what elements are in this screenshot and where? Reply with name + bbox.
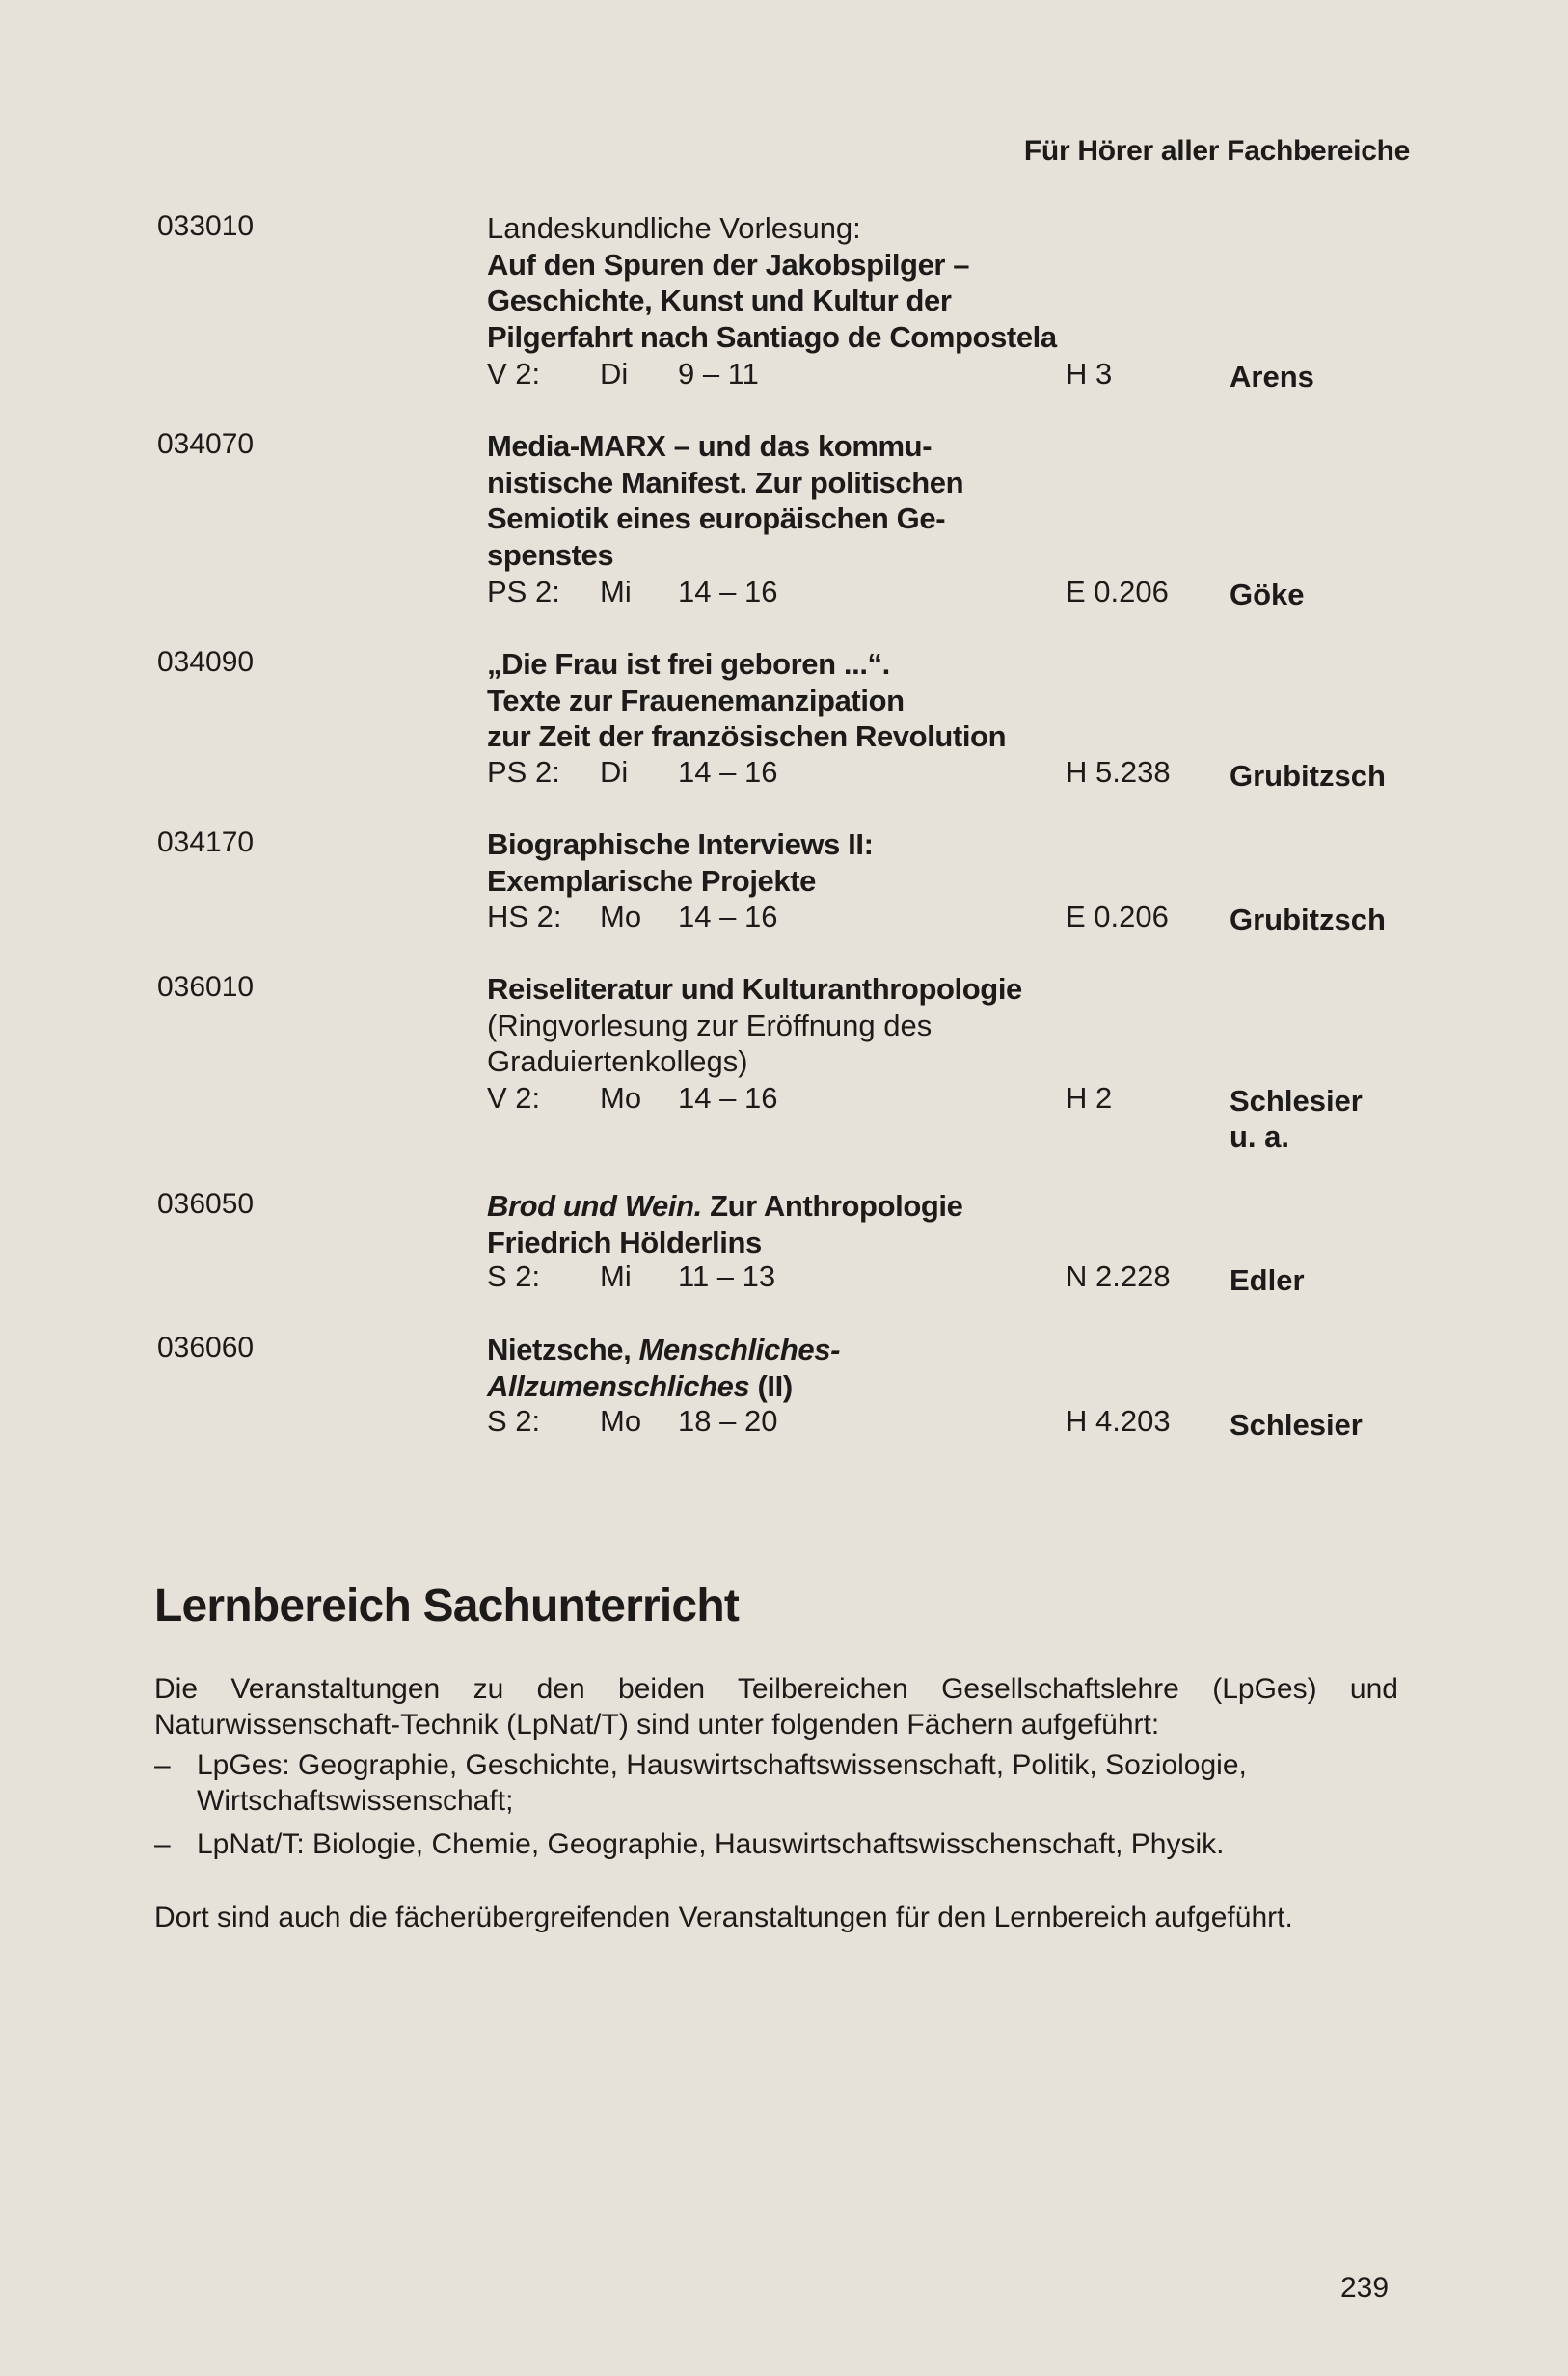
course-type: V 2:: [487, 357, 541, 391]
course-day: Di: [600, 755, 629, 789]
list-item: [154, 1747, 1408, 1819]
course-title-line: zur Zeit der französischen Revolution: [487, 719, 1007, 753]
course-lecturer: Schlesier: [1230, 1408, 1363, 1442]
course-meta: [487, 1081, 1451, 1158]
course-title-line: Media-MARX – und das kommu-: [487, 429, 933, 463]
course-room: N 2.228: [1066, 1259, 1171, 1293]
course-meta: [487, 575, 1451, 611]
course-room: H 5.238: [1066, 755, 1171, 789]
course-title-italic: Allzumenschliches: [487, 1368, 750, 1403]
course-day: Mo: [600, 1404, 642, 1438]
course-lecturer: Arens: [1230, 360, 1314, 393]
course-time: 18 – 20: [678, 1404, 778, 1438]
course-day: Mi: [600, 1259, 632, 1293]
dash-bullet: –: [154, 1749, 171, 1781]
course-title: [487, 428, 1143, 573]
course-title-line: Auf den Spuren der Jakobspilger –: [487, 247, 970, 282]
course-title-line: [487, 1368, 1143, 1405]
course-code: 034070: [157, 428, 255, 460]
section-closing: Dort sind auch die fächerübergreifenden Veranstaltungen für den Lernbereich aufgeführt.: [154, 1902, 1293, 1933]
course-lecturer: Göke: [1230, 578, 1305, 611]
course-meta: [487, 900, 1451, 936]
course-meta: [487, 1259, 1451, 1296]
course-code: 034090: [157, 646, 255, 678]
page-number: 239: [1340, 2272, 1390, 2304]
course-type: S 2:: [487, 1404, 541, 1438]
course-room: E 0.206: [1066, 575, 1169, 608]
course-title: [487, 210, 1143, 355]
course-lecturer-extra: u. a.: [1230, 1120, 1290, 1153]
course-title-line: [487, 1332, 1143, 1368]
course-room: H 3: [1066, 357, 1113, 391]
course-day: Mi: [600, 575, 632, 608]
course-title-line: Reiseliteratur und Kulturanthropologie: [487, 972, 1022, 1006]
course-code: 036050: [157, 1188, 255, 1220]
course-type: HS 2:: [487, 900, 562, 933]
course-time: 14 – 16: [678, 575, 778, 608]
course-code: 036010: [157, 971, 255, 1003]
course-title-line: Semiotik eines europäischen Ge-: [487, 501, 946, 535]
course-room: H 4.203: [1066, 1404, 1171, 1438]
course-type: V 2:: [487, 1081, 541, 1115]
course-meta: [487, 357, 1451, 393]
list-item-text: LpGes: Geographie, Geschichte, Hauswirtschaftswissenschaft, Politik, Soziologie, Wirtschaftswissenschaft;: [197, 1749, 1247, 1817]
course-lecturer: Schlesier: [1230, 1084, 1363, 1118]
list-item: [154, 1826, 1408, 1862]
course-title-line: Biographische Interviews II:: [487, 827, 874, 861]
course-title-line: Pilgerfahrt nach Santiago de Compostela: [487, 319, 1057, 354]
course-type: PS 2:: [487, 575, 560, 608]
course-day: Di: [600, 357, 629, 391]
course-lecturer: Edler: [1230, 1263, 1305, 1297]
course-subtitle-line: Graduiertenkollegs): [487, 1044, 748, 1078]
course-title-line: „Die Frau ist frei geboren ...“.: [487, 647, 890, 681]
course-title-text: Nietzsche,: [487, 1333, 639, 1366]
subject-list: [154, 1747, 1408, 1870]
course-title-italic: Brod und Wein.: [487, 1189, 702, 1223]
course-subtitle-line: (Ringvorlesung zur Eröffnung des: [487, 1008, 933, 1042]
course-meta: [487, 1404, 1451, 1441]
course-time: 14 – 16: [678, 1081, 778, 1115]
course-time: 14 – 16: [678, 755, 778, 789]
course-title: [487, 971, 1143, 1080]
course-title-line: Texte zur Frauenemanzipation: [487, 683, 905, 717]
course-lecturer: Grubitzsch: [1230, 903, 1386, 936]
course-title-line: spenstes: [487, 537, 614, 572]
course-time: 11 – 13: [678, 1259, 776, 1293]
course-type: PS 2:: [487, 755, 560, 789]
course-title: [487, 646, 1143, 755]
course-title-line: Geschichte, Kunst und Kultur der: [487, 284, 952, 317]
course-day: Mo: [600, 1081, 642, 1115]
course-title-line: nistische Manifest. Zur politischen: [487, 465, 964, 500]
course-code: 034170: [157, 826, 255, 858]
course-title-text: (II): [749, 1368, 793, 1403]
dash-bullet: –: [154, 1828, 171, 1860]
course-title: [487, 1188, 1143, 1260]
course-room: E 0.206: [1066, 900, 1169, 933]
course-time: 9 – 11: [678, 357, 759, 391]
course-title-line: Exemplarische Projekte: [487, 863, 816, 898]
section-intro: Die Veranstaltungen zu den beiden Teilbereichen Gesellschaftslehre (LpGes) und Naturwissenschaft-Technik (LpNat/T) sind unter folgenden Fächern aufgeführt:: [154, 1673, 1398, 1741]
course-day: Mo: [600, 900, 642, 933]
course-title: [487, 826, 1143, 899]
course-title-line: [487, 1188, 1143, 1225]
course-title: [487, 1332, 1143, 1404]
course-title-line: Friedrich Hölderlins: [487, 1225, 762, 1259]
course-intro: Landeskundliche Vorlesung:: [487, 211, 861, 245]
running-head: Für Hörer aller Fachbereiche: [1023, 135, 1410, 167]
course-code: 033010: [157, 210, 255, 242]
course-lecturer: Grubitzsch: [1230, 759, 1386, 793]
course-meta: [487, 755, 1451, 792]
section-heading: Lernbereich Sachunterricht: [154, 1580, 740, 1632]
list-item-text: LpNat/T: Biologie, Chemie, Geographie, Hauswirtschaftswisschenschaft, Physik.: [197, 1828, 1225, 1860]
course-title-italic: Menschliches-: [638, 1333, 840, 1366]
course-code: 036060: [157, 1332, 255, 1364]
course-time: 14 – 16: [678, 900, 778, 933]
course-type: S 2:: [487, 1259, 541, 1293]
course-room: H 2: [1066, 1081, 1113, 1115]
course-title-text: Zur Anthropologie: [701, 1189, 963, 1223]
